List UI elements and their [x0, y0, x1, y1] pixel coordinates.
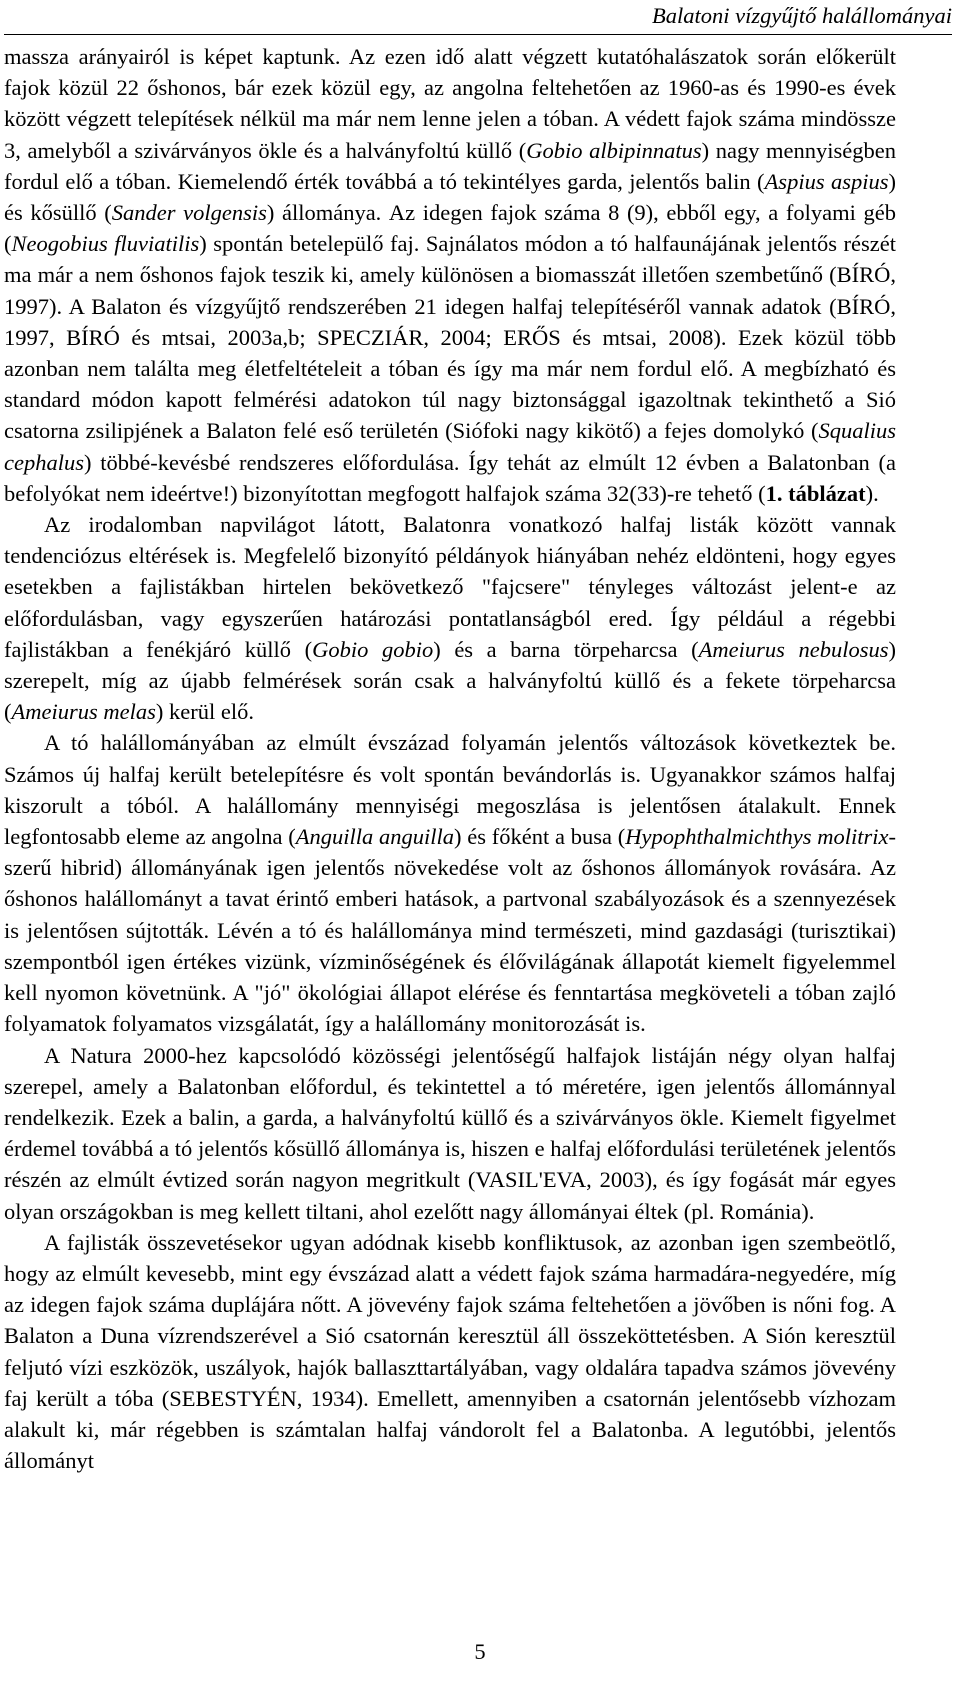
bold-text: 1. táblázat [765, 480, 866, 506]
italic-text: Hypophthalmichthys molitrix [625, 824, 889, 850]
text-run: ) többé-kevésbé rendszeres előfordulása. Így tehát az elmúlt 12 évben a Balatonban (a befolyókat nem ideértve!) bizonyítottan megfogott halfajok száma 32(33)-re tehető ( [4, 449, 896, 506]
text-run: ) állományа. Az idegen fajok száma 8 (9), ebből egy, a folyami géb ( [4, 200, 897, 257]
italic-text: Ameiurus nebulosus [698, 636, 889, 662]
text-run: ) és a barna törpeharcsa ( [433, 636, 699, 662]
paragraph [4, 1227, 896, 1477]
paragraph [4, 1040, 896, 1227]
text-run: massza arányairól is képet kaptunk. Az ezen idő alatt végzett kutatóhalászatok során előkerült fajok közül 22 őshonos, bár ezek közül egy, az angolna feltehetően az 1960-as és 1990-es évek között végzett telepítések nélkül ma már nem lenne jelen a tóban. A védett fajok száma mindössze 3, amelyből a szivárványos ökle és a halványfoltú küllő ( [4, 44, 896, 163]
paragraph [4, 41, 896, 509]
text-run: ) spontán betelepülő faj. Sajnálatos módon a tó halfaunájának jelentős részét ma már a nem őshonos fajok teszik ki, amely különösen a biomasszát illetően szembetűnő (BÍRÓ, 1997). A Balaton és vízgyűjtő rendszerében 21 idegen halfaj telepítéséről vannak adatok (BÍRÓ, 1997, BÍRÓ és mtsai, 2003a,b; SPECZIÁR, 2004; ERŐS és mtsai, 2008). Ezek közül több azonban nem találta meg életfeltételeit a tóban és így ma már nem fordul elő. A megbízható és standard módon kapott felmérési adatokon túl nagy biztonsággal igazoltnak tekinthető a Sió csatorna zsilipjének a Balaton felé eső területén (Siófoki nagy kikötő) a fejes domolykó ( [4, 231, 896, 444]
text-run: -szerű hibrid) állományának igen jelentős növekedése volt az őshonos állományok rovására. Az őshonos halállományt a tavat érintő emberi hatások, a partvonal szabályozások és a szennyezések is jelentősen sújtották. Lévén a tó és halállománya mind természeti, mind gazdasági (turisztikai) szempontból igen értékes vizünk, vízminőségének és élővilágának állapotát kiemelt figyelemmel kell nyomon követnünk. A "jó" ökológiai állapot elérése és fenntartása megköveteli a tóban zajló folyamatok folyamatos vizsgálatát, így a halállomány monitorozását is. [4, 824, 896, 1037]
text-run: ) kerül elő. [155, 699, 254, 725]
paragraph [4, 509, 896, 727]
italic-text: Aspius aspius [764, 168, 889, 194]
italic-text: Ameiurus melas [11, 699, 156, 725]
text-run: ). [865, 480, 879, 506]
italic-text: Neogobius fluviatilis [11, 231, 200, 257]
text-run: ) és kősüllő ( [4, 168, 896, 226]
italic-text: Gobio gobio [312, 636, 434, 662]
italic-text: Squalius cephalus [4, 418, 896, 475]
paragraph [4, 727, 896, 1039]
text-run: ) szerepelt, míg az újabb felmérések során csak a halványfoltú küllő és a fekete törpeharcsa ( [4, 636, 896, 725]
text-run: A tó halállományában az elmúlt évszázad folyamán jelentős változások következtek be. Számos új halfaj került betelepítésre és volt spontán bevándorlás is. Ugyanakkor számos halfaj kiszorult a tóból. A halállomány mennyiségi megoszlása is jelentősen átalakult. Ennek legfontosabb eleme az angolna ( [4, 730, 896, 850]
text-run: ) nagy mennyiségben fordul elő a tóban. Kiemelendő érték továbbá a tó tekintélyes garda, jelentős balin ( [4, 137, 896, 194]
text-run: A fajlisták összevetésekor ugyan adódnak kisebb konfliktusok, az azonban igen szembeötlő, hogy az elmúlt kevesebb, mint egy évszázad alatt a védett fajok száma harmadára-negyedére, míg az idegen fajok száma duplájára nőtt. A jövevény fajok száma feltehetően a jövőben is nőni fog. A Balaton a Duna vízrendszerével a Sió csatornán keresztül áll összeköttetésben. A Sión keresztül feljutó vízi eszközök, uszályok, hajók ballaszttartályában, vagy oldalára tapadva számos jövevény faj került a tóba (SEBESTYÉN, 1934). Emellett, amennyiben a csatornán jelentősebb vízhozam alakult ki, már régebben is számtalan halfaj vándorolt fel a Balatonba. A legutóbbi, jelentős állományt [4, 1229, 896, 1474]
text-run: A Natura 2000-hez kapcsolódó közösségi jelentőségű halfajok listáján négy olyan halfaj szerepel, amely a Balatonban előfordul, és tekintettel a tó méretére, igen jelentős állománnyal rendelkezik. Ezek a balin, a garda, a halványfoltú küllő és a szivárványos ökle. Kiemelt figyelmet érdemel továbbá a tó jelentős kősüllő állománya is, hiszen e halfaj előfordulási területének jelentős részén az elmúlt évtized során nagyon megritkult (VASIL'EVA, 2003), és így fogását már egyes olyan országokban is meg kellett tiltani, ahol ezelőtt nagy állományai éltek (pl. Románia). [4, 1042, 896, 1224]
page-number: 5 [474, 1639, 486, 1664]
header-rule [4, 34, 952, 35]
body-text [4, 41, 896, 1476]
text-run: ) és főként a busa ( [453, 824, 626, 850]
text-run: Az irodalomban napvilágot látott, Balatonra vonatkozó halfaj listák között vannak tendenciózus eltérések is. Megfelelő bizonyító példányok hiányában nehéz eldönteni, hogy egyes esetekben a fajlistákban hirtelen bekövetkező "fajcsere" tényleges változást jelent-e az előfordulásban, vagy egyszerűen határozási pontatlanságból ered. Így például a régebbi fajlistákban a fenékjáró küllő ( [4, 512, 896, 662]
italic-text: Anguilla anguilla [295, 824, 454, 850]
running-header: Balatoni vízgyűjtő halállományai [652, 3, 952, 28]
italic-text: Sander volgensis [111, 200, 267, 226]
italic-text: Gobio albipinnatus [526, 137, 702, 163]
